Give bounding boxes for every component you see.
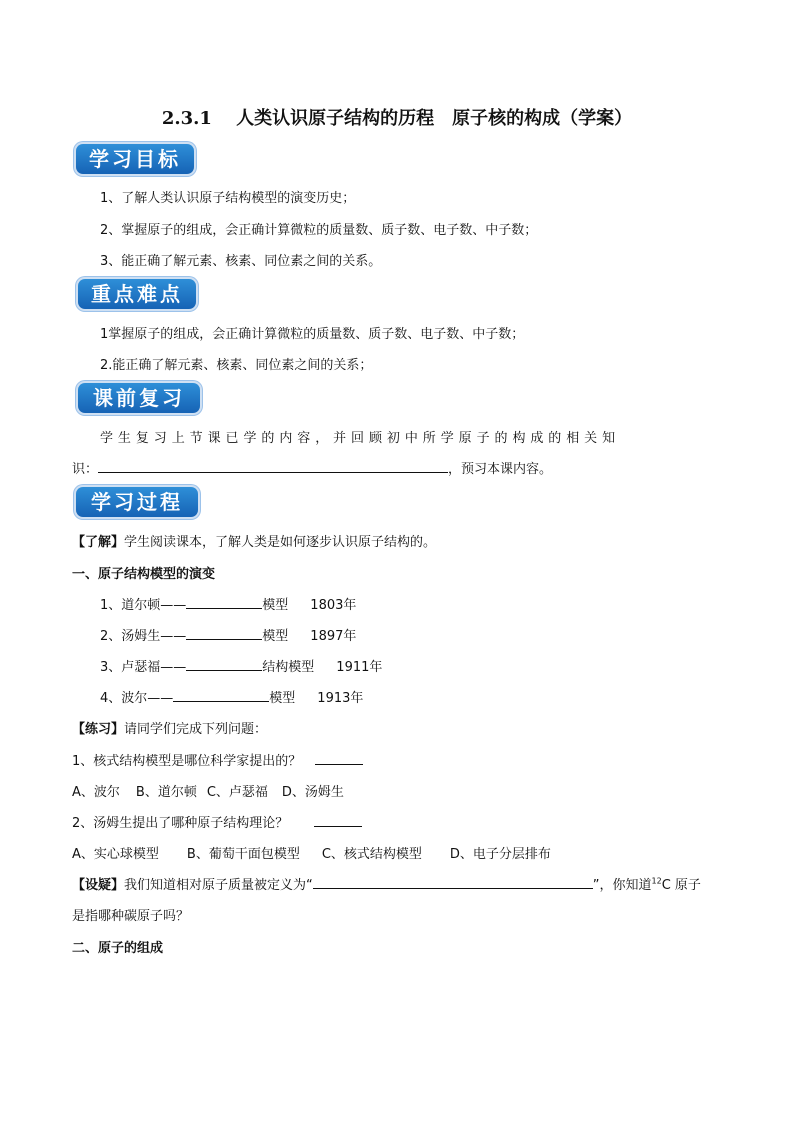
- objective-item: 3、能正确了解元素、核素、同位素之间的关系。: [100, 254, 382, 269]
- objective-item: 1、了解人类认识原子结构模型的演变历史；: [100, 191, 356, 206]
- answer-blank[interactable]: [314, 812, 362, 827]
- review-blank[interactable]: [98, 458, 448, 473]
- model-item: [100, 656, 382, 675]
- doubt-text: ”，你知道: [592, 878, 652, 893]
- understand-tag: 【了解】: [72, 535, 125, 550]
- option-b[interactable]: B、道尔顿: [135, 785, 197, 800]
- keypoint-item: 1掌握原子的组成，会正确计算微粒的质量数、质子数、电子数、中子数；: [100, 327, 525, 342]
- page-title: 2.3.1 人类认识原子结构的历程 原子核的构成（学案）: [161, 108, 633, 129]
- review-line-2: [72, 458, 552, 477]
- option-d[interactable]: D、电子分层排布: [449, 847, 551, 862]
- option-d[interactable]: D、汤姆生: [281, 785, 344, 800]
- model-year: 1913年: [317, 691, 364, 706]
- model-suffix: 模型: [262, 629, 289, 644]
- option-a[interactable]: A、实心球模型: [72, 847, 159, 862]
- model-year: 1803年: [310, 598, 357, 613]
- question-1-options: [72, 781, 344, 800]
- model-blank[interactable]: [173, 687, 269, 702]
- option-c[interactable]: C、核式结构模型: [321, 847, 422, 862]
- part2-heading: 二、原子的组成: [72, 941, 164, 956]
- model-blank[interactable]: [186, 594, 262, 609]
- doubt-line: [72, 874, 701, 893]
- understand-line: [72, 531, 436, 550]
- model-prefix: 4、波尔——: [100, 691, 174, 706]
- model-blank[interactable]: [186, 656, 262, 671]
- question-2-options: [72, 843, 551, 862]
- keypoint-item: 2.能正确了解元素、核素、同位素之间的关系；: [100, 358, 373, 373]
- option-b[interactable]: B、葡萄干面包模型: [186, 847, 300, 862]
- answer-blank[interactable]: [315, 750, 363, 765]
- question-2: [72, 812, 362, 831]
- doubt-tag: 【设疑】: [72, 878, 125, 893]
- model-prefix: 2、汤姆生——: [100, 629, 187, 644]
- review-line: 学 生 复 习 上 节 课 已 学 的 内 容 ， 并 回 顾 初 中 所 学 原 子 的 构 成 的 相 关 知: [100, 431, 616, 446]
- practice-tag: 【练习】: [72, 722, 125, 737]
- question-text: 2、汤姆生提出了哪种原子结构理论？: [72, 816, 289, 831]
- section-badge-review: 课前复习: [78, 383, 200, 413]
- option-a[interactable]: A、波尔: [72, 785, 120, 800]
- isotope-superscript: 12: [651, 876, 662, 886]
- understand-text: 学生阅读课本，了解人类是如何逐步认识原子结构的。: [124, 535, 437, 550]
- practice-text: 请同学们完成下列问题：: [124, 722, 268, 737]
- model-item: [100, 625, 356, 644]
- section-badge-objectives: 学习目标: [76, 144, 194, 174]
- model-suffix: 模型: [269, 691, 296, 706]
- question-text: 1、核式结构模型是哪位科学家提出的？: [72, 754, 302, 769]
- model-year: 1897年: [310, 629, 357, 644]
- section-badge-process: 学习过程: [76, 487, 198, 517]
- doubt-text: C 原子: [661, 878, 701, 893]
- option-c[interactable]: C、卢瑟福: [206, 785, 268, 800]
- model-suffix: 模型: [262, 598, 289, 613]
- question-1: [72, 750, 363, 769]
- model-year: 1911年: [336, 660, 383, 675]
- model-item: [100, 687, 363, 706]
- doubt-line-2: 是指哪种碳原子吗？: [72, 909, 190, 924]
- doubt-text: 我们知道相对原子质量被定义为“: [124, 878, 313, 893]
- section-badge-keypoints: 重点难点: [78, 279, 196, 309]
- practice-line: [72, 718, 267, 737]
- definition-blank[interactable]: [313, 874, 593, 889]
- model-item: [100, 594, 356, 613]
- model-suffix: 结构模型: [262, 660, 315, 675]
- model-prefix: 3、卢瑟福——: [100, 660, 187, 675]
- part1-heading: 一、原子结构模型的演变: [72, 567, 216, 582]
- review-prefix: 识：: [72, 462, 99, 477]
- review-suffix: ，预习本课内容。: [448, 462, 553, 477]
- model-prefix: 1、道尔顿——: [100, 598, 187, 613]
- objective-item: 2、掌握原子的组成，会正确计算微粒的质量数、质子数、电子数、中子数；: [100, 223, 538, 238]
- model-blank[interactable]: [186, 625, 262, 640]
